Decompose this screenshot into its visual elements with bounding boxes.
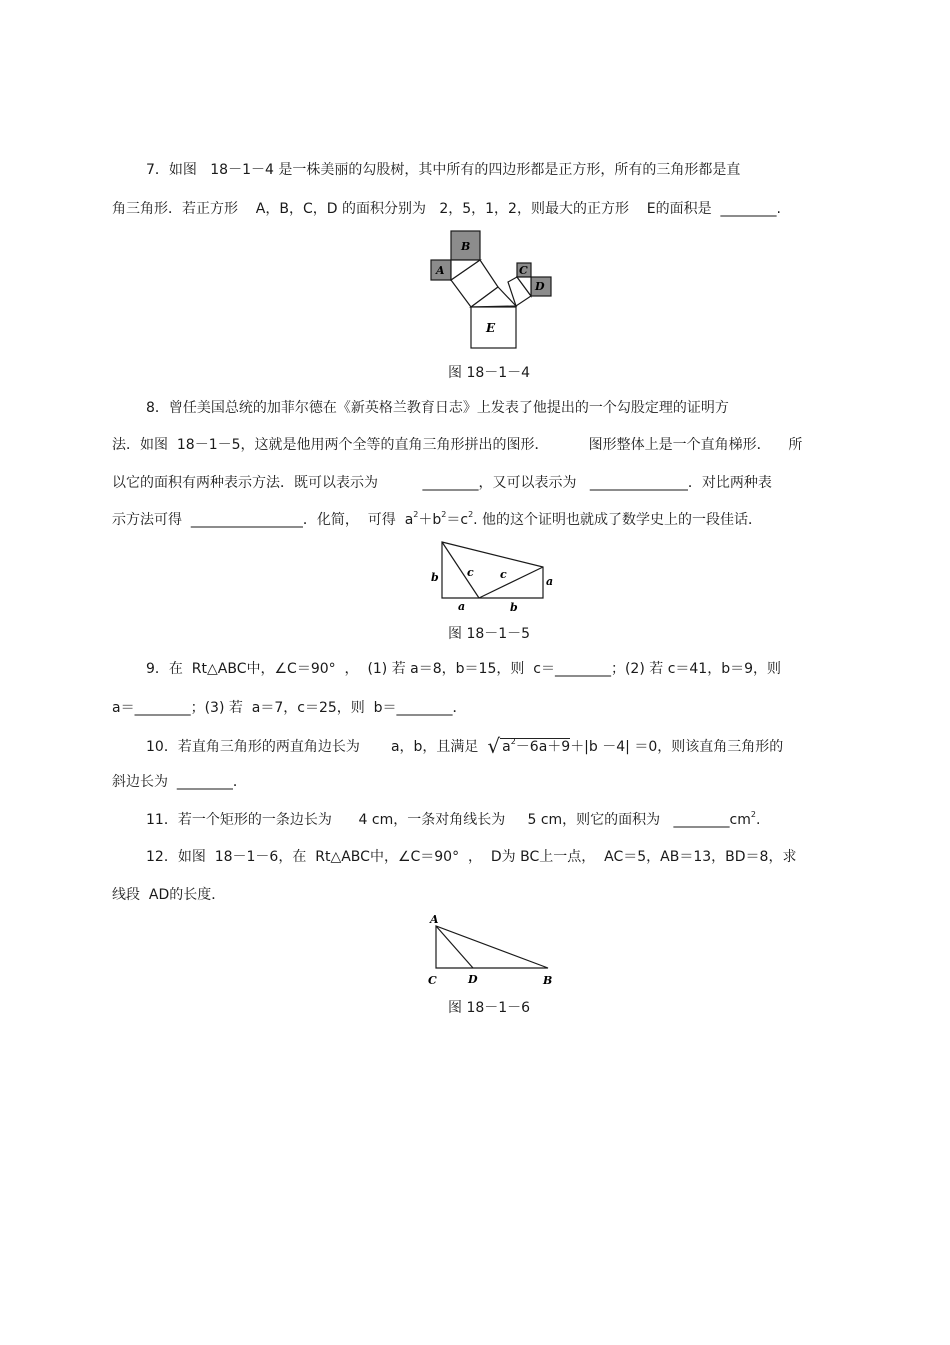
q8-line-2: 法．如图 18－1－5，这就是他用两个全等的直角三角形拼出的图形． 图形整体上是一个直角梯形． 所 <box>112 437 803 453</box>
q10-line-2: 斜边长为 ________． <box>112 774 247 790</box>
radicand-b: －6a＋9 <box>515 739 571 755</box>
radicand-a: a <box>502 739 511 755</box>
q8-line-4b: ＋b <box>418 512 442 528</box>
q9-line-2: a＝________；(3) 若 a＝7，c＝25，则 b＝________． <box>112 700 467 716</box>
label-a-right: a <box>546 575 554 588</box>
sup-2-a: 2 <box>413 510 419 519</box>
hypotenuse-right <box>479 567 543 598</box>
label-b: B <box>461 240 471 253</box>
q11-line-1b: . <box>755 812 761 828</box>
sup-2-c: 2 <box>468 510 474 519</box>
figure-caption-18-1-5: 图 18－1－5 <box>448 626 531 642</box>
label-d: D <box>535 280 545 293</box>
q8-line-4a: 示方法可得 ________________．化简， 可得 a <box>112 512 414 528</box>
q10-line-1a: 10．若直角三角形的两直角边长为 a，b，且满足 <box>146 739 488 755</box>
q7-line-1: 7．如图 18－1－4 是一株美丽的勾股树，其中所有的四边形都是正方形，所有的三角形都是直 <box>146 162 741 178</box>
q11-line-1 <box>146 810 760 830</box>
q8-line-4c: ＝c <box>446 512 469 528</box>
sup-2-d: 2 <box>510 737 516 746</box>
q8-line-4d: . 他的这个证明也就成了数学史上的一段佳话． <box>473 512 763 528</box>
label-vertex-b: B <box>543 974 553 987</box>
q12-line-2: 线段 AD的长度． <box>112 887 226 903</box>
q8-line-4 <box>112 510 762 530</box>
figure-caption-18-1-4: 图 18－1－4 <box>448 365 531 381</box>
trapezoid-outline <box>442 542 543 598</box>
label-c: C <box>519 264 528 277</box>
label-vertex-a: A <box>430 913 439 926</box>
q12-line-1: 12．如图 18－1－6，在 Rt△ABC中，∠C＝90° ， D为 BC上一点， AC＝5，AB＝13，BD＝8，求 <box>146 849 797 865</box>
triangle-abc <box>436 926 548 968</box>
q7-line-2: 角三角形．若正方形 A，B，C，D 的面积分别为 2，5，1，2，则最大的正方形 E的面积是 ________. <box>112 201 781 217</box>
pythagoras-tree-figure <box>428 228 554 352</box>
sup-2-b: 2 <box>441 510 447 519</box>
sup-2-e: 2 <box>750 810 756 819</box>
figure-caption-18-1-6: 图 18－1－6 <box>448 1000 531 1016</box>
garfield-trapezoid-figure <box>426 536 558 616</box>
q10-line-1 <box>146 736 783 757</box>
label-b-bottom: b <box>510 601 518 614</box>
radicand <box>500 738 570 755</box>
label-e: E <box>486 321 496 335</box>
label-a: A <box>436 264 445 277</box>
q8-line-3: 以它的面积有两种表示方法．既可以表示为 ________，又可以表示为 ______________．对比两种表 <box>112 475 772 491</box>
q9-line-1: 9．在 Rt△ABC中，∠C＝90° ， (1) 若 a＝8，b＝15，则 c＝________；(2) 若 c＝41，b＝9，则 <box>146 661 781 677</box>
radical-sign: √ <box>487 734 501 758</box>
label-vertex-c: C <box>428 974 437 987</box>
q8-line-1: 8．曾任美国总统的加菲尔德在《新英格兰教育日志》上发表了他提出的一个勾股定理的证明方 <box>146 400 729 416</box>
label-c-right: c <box>500 568 507 581</box>
right-triangle-abc-figure <box>424 910 560 990</box>
label-vertex-d: D <box>468 973 478 986</box>
q10-line-1b: ＋|b －4| ＝0，则该直角三角形的 <box>570 739 784 755</box>
label-c-left: c <box>467 566 474 579</box>
q11-line-1a: 11．若一个矩形的一条边长为 4 cm，一条对角线长为 5 cm，则它的面积为 ________cm <box>146 812 751 828</box>
label-b-left: b <box>431 571 439 584</box>
label-a-bottom: a <box>458 600 466 613</box>
